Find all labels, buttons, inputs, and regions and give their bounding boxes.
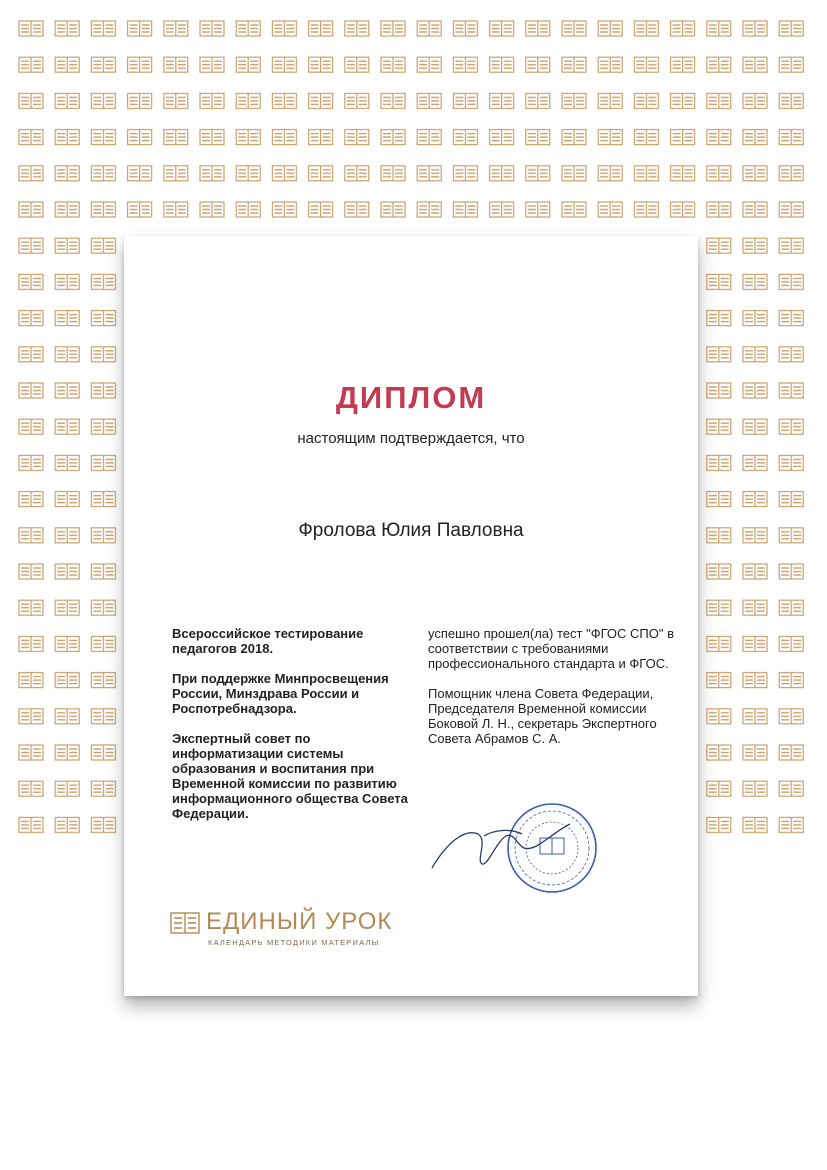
book-icon	[170, 912, 200, 936]
edinyi-urok-logo	[170, 908, 430, 958]
achievement-paragraph: успешно прошел(ла) тест "ФГОС СПО" в соответствии с требованиями профессионального стандарта и ФГОС.	[428, 626, 674, 671]
logo-name: ЕДИНЫЙ УРОК	[206, 908, 393, 935]
organizer-paragraph: Всероссийское тестирование педагогов 2018.	[172, 626, 364, 656]
diploma-card	[124, 236, 698, 996]
confirmation-text: настоящим подтверждается, что	[297, 430, 525, 447]
signature	[432, 824, 570, 868]
seal-stamp	[508, 804, 596, 892]
logo-tagline: КАЛЕНДАРЬ МЕТОДИКИ МАТЕРИАЛЫ	[208, 938, 380, 947]
organizer-paragraph: При поддержке Минпросвещения России, Минздрава России и Роспотребнадзора.	[172, 671, 389, 716]
signatory-paragraph: Помощник члена Совета Федерации, Председателя Временной комиссии Боковой Л. Н., секретарь Экспертного Совета Абрамов С. А.	[428, 686, 657, 746]
achievement-info	[428, 626, 688, 761]
recipient-name: Фролова Юлия Павловна	[298, 520, 524, 541]
diploma-title: ДИПЛОМ	[335, 380, 487, 415]
signature-and-seal	[424, 794, 604, 904]
organizer-info	[172, 626, 412, 836]
organizer-paragraph: Экспертный совет по информатизации системы образования и воспитания при Временной комиссии по развитию информационного общества Совета Федерации.	[172, 731, 408, 821]
